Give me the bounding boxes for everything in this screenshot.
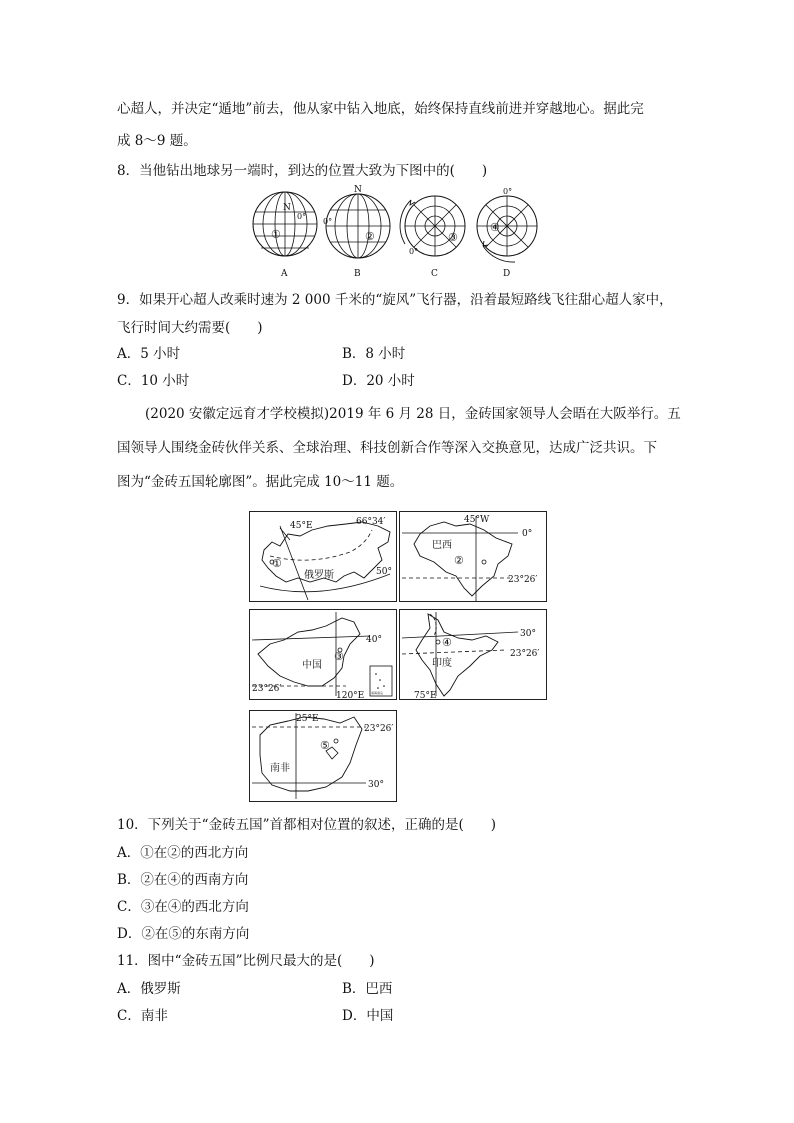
passage-line-3: 图为“金砖五国轮廓图”。据此完成 10～11 题。 xyxy=(117,474,404,490)
india-lat-label: 30° xyxy=(520,629,536,639)
q10-stem: 10．下列关于“金砖五国”首都相对位置的叙述，正确的是( ) xyxy=(117,817,497,833)
q9-stem-line-1: 9．如果开心超人改乘时速为 2 000 千米的“旋风”飞行器，沿着最短路线飞往甜心超人家中， xyxy=(117,292,673,308)
globe-a xyxy=(253,192,317,279)
q9-stem-line-2: 飞行时间大约需要( ) xyxy=(117,320,263,336)
q11-stem: 11．图中“金砖五国”比例尺最大的是( ) xyxy=(117,953,375,969)
india-lat-trop-label: 23°26′ xyxy=(510,649,540,659)
q9-option-b[interactable]: B．8 小时 xyxy=(342,346,406,362)
safrica-lat-label: 30° xyxy=(368,780,384,790)
china-lon-label: 120°E xyxy=(336,691,365,701)
q10-option-b[interactable]: B．②在④的西南方向 xyxy=(117,872,249,888)
russia-lon-label: 45°E xyxy=(290,521,313,531)
globe-b-pole: N xyxy=(354,185,362,195)
globe-c xyxy=(400,196,465,279)
q8-globes-figure xyxy=(245,186,545,282)
globe-c-marker: ③ xyxy=(448,231,458,244)
q11-option-a[interactable]: A．俄罗斯 xyxy=(117,981,181,997)
globe-c-meridian: 0° xyxy=(409,247,419,256)
map-india xyxy=(399,609,547,700)
passage-line-2: 国领导人围绕金砖伙伴关系、全球治理、科技创新合作等深入交换意见，达成广泛共识。下 xyxy=(117,440,657,456)
globe-d-marker: ④ xyxy=(490,221,500,234)
india-marker: ④ xyxy=(442,636,452,649)
russia-lat-label: 50° xyxy=(376,567,392,577)
globe-d-meridian: 0° xyxy=(503,187,513,196)
brazil-lat-label: 23°26′ xyxy=(508,575,538,585)
globe-a-label: A xyxy=(281,269,288,279)
globe-b-label: B xyxy=(354,269,361,279)
globe-a-pole: N xyxy=(283,203,291,213)
map-brazil xyxy=(399,511,547,602)
q11-option-d[interactable]: D．中国 xyxy=(342,1008,394,1024)
map-south-africa xyxy=(249,710,397,802)
q11-option-c[interactable]: C．南非 xyxy=(117,1008,168,1024)
intro-line-1: 心超人，并决定“遁地”前去，他从家中钻入地底，始终保持直线前进并穿越地心。据此完 xyxy=(117,101,644,117)
globe-b xyxy=(323,185,390,279)
safrica-lat-trop-label: 23°26′ xyxy=(364,724,394,734)
china-marker: ③ xyxy=(334,650,344,663)
q11-option-b[interactable]: B．巴西 xyxy=(342,981,393,997)
q9-option-a[interactable]: A．5 小时 xyxy=(117,346,181,362)
globe-b-meridian: 0° xyxy=(323,217,333,226)
globe-d-label: D xyxy=(503,269,511,279)
passage-line-1: (2020 安徽定远育才学校模拟)2019 年 6 月 28 日，金砖国家领导人会晤在大阪举行。五 xyxy=(145,406,681,422)
brazil-lon-label: 45°W xyxy=(464,515,490,525)
safrica-marker: ⑤ xyxy=(320,739,330,752)
map-russia xyxy=(249,511,397,602)
q8-stem: 8．当他钻出地球另一端时，到达的位置大致为下图中的( ) xyxy=(117,163,488,179)
india-lon-label: 75°E xyxy=(414,691,437,701)
q9-option-d[interactable]: D．20 小时 xyxy=(342,373,415,389)
brazil-name: 巴西 xyxy=(432,540,452,551)
russia-marker: ① xyxy=(272,557,282,570)
brazil-lat-eq-label: 0° xyxy=(522,529,533,539)
globe-d xyxy=(477,187,537,279)
globe-c-label: C xyxy=(431,269,438,279)
map-china xyxy=(249,609,397,700)
safrica-name: 南非 xyxy=(270,763,290,774)
globe-a-meridian: 0° xyxy=(297,212,307,221)
q10-option-d[interactable]: D．②在⑤的东南方向 xyxy=(117,926,250,942)
q10-option-a[interactable]: A．①在②的西北方向 xyxy=(117,845,249,861)
russia-lat-top-label: 66°34′ xyxy=(356,517,386,527)
brazil-marker: ② xyxy=(454,554,464,567)
intro-line-2: 成 8～9 题。 xyxy=(117,133,197,149)
russia-name: 俄罗斯 xyxy=(304,570,334,581)
china-lat-label: 40° xyxy=(366,635,382,645)
china-lat-trop-label: 23°26′ xyxy=(252,684,282,694)
globe-b-marker: ② xyxy=(365,230,375,243)
globe-a-marker: ① xyxy=(271,228,281,241)
q10-option-c[interactable]: C．③在④的西北方向 xyxy=(117,899,249,915)
china-name: 中国 xyxy=(302,660,322,671)
safrica-lon-label: 25°E xyxy=(296,714,319,724)
china-inset-label: 南海诸岛 xyxy=(371,691,384,695)
india-name: 印度 xyxy=(432,658,452,669)
q9-option-c[interactable]: C．10 小时 xyxy=(117,373,190,389)
